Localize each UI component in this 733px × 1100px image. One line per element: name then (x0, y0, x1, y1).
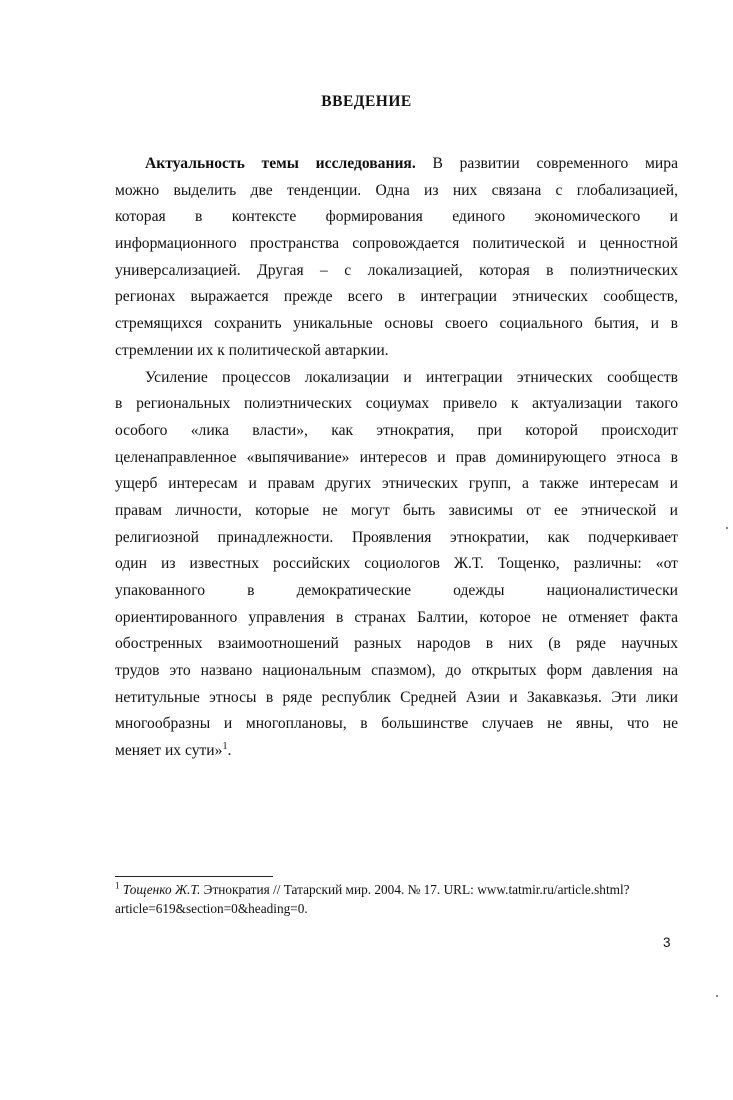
paragraph-2-line-5: ущерб интересам и правам других этнических групп, а также интересам и (115, 475, 678, 493)
footnote-citation: Этнократия // Татарский мир. 2004. № 17. URL: www.tatmir.ru/article.shtml? (200, 882, 630, 897)
paragraph-2-line-13: нетитульные этносы в ряде республик Средней Азии и Закавказья. Эти лики (115, 688, 678, 706)
footnote-marker: 1 (115, 880, 120, 891)
paragraph-1-line-3: которая в контексте формирования единого экономического и (115, 208, 678, 226)
paragraph-2-line-11: обостренных взаимоотношений разных народов в них (в ряде научных (115, 635, 678, 653)
footnote-line-2: article=619&section=0&heading=0. (115, 901, 308, 916)
paragraph-1-line-4: информационного пространства сопровождается политической и ценностной (115, 235, 678, 253)
footnote (115, 880, 695, 918)
paragraph-2-line-7: религиозной принадлежности. Проявления этнократии, как подчеркивает (115, 528, 678, 546)
paragraph-2-line-15: меняет их сути»$^1$. (115, 740, 232, 760)
section-lead: Актуальность темы исследования. (145, 155, 416, 172)
paragraph-1-line-5: универсализацией. Другая – с локализацией, которая в полиэтнических (115, 261, 678, 279)
paragraph-2-line-3: особого «лика власти», как этнократия, при которой происходит (115, 421, 678, 439)
scan-speck (726, 527, 728, 529)
footnote-line-1 (115, 880, 695, 899)
footnote-separator (115, 876, 273, 877)
paragraph-2-line-1: Усиление процессов локализации и интеграции этнических сообществ (145, 368, 678, 386)
paragraph-2-line-8: один из известных российских социологов Ж.Т. Тощенко, различны: «от (115, 555, 678, 573)
footnote-reference[interactable]: 1 (222, 740, 228, 752)
page-number: 3 (663, 935, 671, 950)
paragraph-1-line-7: стремящихся сохранить уникальные основы своего социального бытия, и в (115, 315, 678, 333)
main-text (115, 151, 678, 765)
footnote-author: Тощенко Ж.Т. (122, 882, 201, 897)
paragraph-1-line-1: Актуальность темы исследования. В развитии современного мира (145, 155, 678, 172)
paragraph-1-line-6: регионах выражается прежде всего в интеграции этнических сообществ, (115, 288, 678, 306)
paragraph-2-line-10: ориентированного управления в странах Балтии, которое не отменяет факта (115, 608, 678, 626)
paragraph-2-line-12: трудов это названо национальным спазмом), до открытых форм давления на (115, 662, 678, 680)
paragraph-1-line-2: можно выделить две тенденции. Одна из них связана с глобализацией, (115, 181, 678, 199)
paragraph-2-line-6: правам личности, которые не могут быть зависимы от ее этнической и (115, 501, 678, 519)
page-title: ВВЕДЕНИЕ (321, 93, 412, 110)
paragraph-2-line-14: многообразны и многоплановы, в большинстве случаев не явны, что не (115, 715, 678, 733)
paragraph-2-line-4: целенаправленное «выпячивание» интересов и прав доминирующего этноса в (115, 448, 678, 466)
paragraph-2-line-2: в региональных полиэтнических социумах привело к актуализации такого (115, 395, 678, 413)
paragraph-1-line-8: стремлении их к политической автаркии. (115, 341, 389, 359)
paragraph-2-line-9: упакованного в демократические одежды националистически (115, 582, 678, 599)
scan-speck (716, 995, 718, 997)
